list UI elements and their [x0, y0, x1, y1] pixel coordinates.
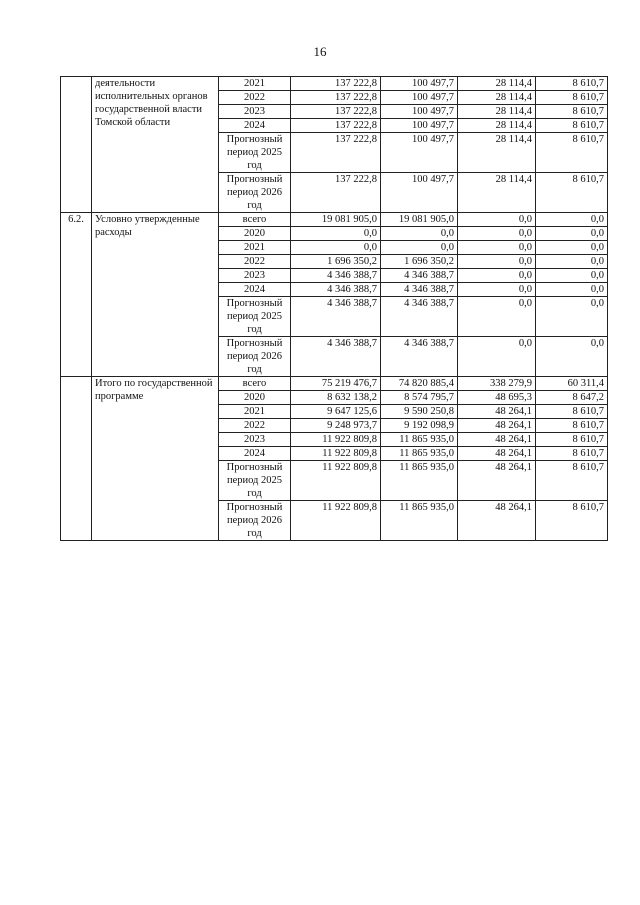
total-cell: 4 346 388,7 [291, 283, 381, 297]
other-cell: 8 610,7 [536, 119, 608, 133]
total-cell: 11 922 809,8 [291, 501, 381, 541]
other-cell: 8 647,2 [536, 391, 608, 405]
period-cell: Прогнозный период 2025 год [219, 133, 291, 173]
total-cell: 137 222,8 [291, 119, 381, 133]
total-cell: 11 922 809,8 [291, 447, 381, 461]
federal-cell: 28 114,4 [458, 77, 536, 91]
period-cell: Прогнозный период 2026 год [219, 173, 291, 213]
regional-cell: 100 497,7 [381, 133, 458, 173]
period-cell: Прогнозный период 2026 год [219, 337, 291, 377]
federal-cell: 48 264,1 [458, 419, 536, 433]
other-cell: 8 610,7 [536, 405, 608, 419]
period-cell: 2023 [219, 105, 291, 119]
federal-cell: 48 264,1 [458, 501, 536, 541]
regional-cell: 100 497,7 [381, 105, 458, 119]
table-row [61, 213, 608, 227]
federal-cell: 0,0 [458, 227, 536, 241]
total-cell: 11 922 809,8 [291, 461, 381, 501]
federal-cell: 0,0 [458, 255, 536, 269]
federal-cell: 28 114,4 [458, 119, 536, 133]
period-cell: 2020 [219, 391, 291, 405]
total-cell: 9 248 973,7 [291, 419, 381, 433]
federal-cell: 0,0 [458, 297, 536, 337]
federal-cell: 28 114,4 [458, 91, 536, 105]
period-cell: 2022 [219, 91, 291, 105]
other-cell: 0,0 [536, 255, 608, 269]
total-cell: 137 222,8 [291, 91, 381, 105]
regional-cell: 4 346 388,7 [381, 283, 458, 297]
total-cell: 75 219 476,7 [291, 377, 381, 391]
total-cell: 19 081 905,0 [291, 213, 381, 227]
other-cell: 8 610,7 [536, 77, 608, 91]
total-cell: 137 222,8 [291, 77, 381, 91]
other-cell: 0,0 [536, 283, 608, 297]
federal-cell: 48 264,1 [458, 461, 536, 501]
federal-cell: 28 114,4 [458, 173, 536, 213]
total-cell: 0,0 [291, 241, 381, 255]
other-cell: 8 610,7 [536, 419, 608, 433]
section-name: Условно утвержденные расходы [92, 213, 219, 377]
regional-cell: 9 590 250,8 [381, 405, 458, 419]
period-cell: Прогнозный период 2025 год [219, 297, 291, 337]
regional-cell: 0,0 [381, 227, 458, 241]
total-cell: 137 222,8 [291, 173, 381, 213]
period-cell: 2022 [219, 255, 291, 269]
other-cell: 8 610,7 [536, 133, 608, 173]
federal-cell: 338 279,9 [458, 377, 536, 391]
federal-cell: 48 695,3 [458, 391, 536, 405]
total-cell: 137 222,8 [291, 133, 381, 173]
total-cell: 1 696 350,2 [291, 255, 381, 269]
period-cell: 2021 [219, 77, 291, 91]
federal-cell: 0,0 [458, 241, 536, 255]
other-cell: 0,0 [536, 241, 608, 255]
period-cell: 2023 [219, 269, 291, 283]
section-name: Итого по государственной программе [92, 377, 219, 541]
total-cell: 11 922 809,8 [291, 433, 381, 447]
other-cell: 8 610,7 [536, 173, 608, 213]
regional-cell: 8 574 795,7 [381, 391, 458, 405]
regional-cell: 74 820 885,4 [381, 377, 458, 391]
section-index [61, 77, 92, 213]
other-cell: 0,0 [536, 269, 608, 283]
total-cell: 0,0 [291, 227, 381, 241]
other-cell: 0,0 [536, 337, 608, 377]
period-cell: всего [219, 213, 291, 227]
period-cell: всего [219, 377, 291, 391]
regional-cell: 100 497,7 [381, 119, 458, 133]
other-cell: 0,0 [536, 297, 608, 337]
period-cell: 2023 [219, 433, 291, 447]
section-index [61, 377, 92, 541]
other-cell: 8 610,7 [536, 461, 608, 501]
regional-cell: 100 497,7 [381, 77, 458, 91]
regional-cell: 11 865 935,0 [381, 461, 458, 501]
period-cell: 2024 [219, 447, 291, 461]
federal-cell: 28 114,4 [458, 105, 536, 119]
federal-cell: 48 264,1 [458, 447, 536, 461]
period-cell: Прогнозный период 2025 год [219, 461, 291, 501]
section-index: 6.2. [61, 213, 92, 377]
other-cell: 0,0 [536, 213, 608, 227]
regional-cell: 9 192 098,9 [381, 419, 458, 433]
page-number: 16 [313, 44, 327, 59]
total-cell: 9 647 125,6 [291, 405, 381, 419]
federal-cell: 48 264,1 [458, 433, 536, 447]
federal-cell: 0,0 [458, 283, 536, 297]
federal-cell: 0,0 [458, 213, 536, 227]
regional-cell: 11 865 935,0 [381, 433, 458, 447]
period-cell: 2024 [219, 283, 291, 297]
total-cell: 4 346 388,7 [291, 269, 381, 283]
regional-cell: 11 865 935,0 [381, 501, 458, 541]
federal-cell: 48 264,1 [458, 405, 536, 419]
total-cell: 4 346 388,7 [291, 297, 381, 337]
regional-cell: 0,0 [381, 241, 458, 255]
period-cell: Прогнозный период 2026 год [219, 501, 291, 541]
federal-cell: 0,0 [458, 269, 536, 283]
period-cell: 2024 [219, 119, 291, 133]
period-cell: 2021 [219, 405, 291, 419]
regional-cell: 4 346 388,7 [381, 337, 458, 377]
regional-cell: 100 497,7 [381, 173, 458, 213]
budget-table [60, 76, 608, 541]
regional-cell: 4 346 388,7 [381, 297, 458, 337]
other-cell: 60 311,4 [536, 377, 608, 391]
period-cell: 2020 [219, 227, 291, 241]
other-cell: 0,0 [536, 227, 608, 241]
other-cell: 8 610,7 [536, 91, 608, 105]
regional-cell: 11 865 935,0 [381, 447, 458, 461]
federal-cell: 0,0 [458, 337, 536, 377]
other-cell: 8 610,7 [536, 501, 608, 541]
period-cell: 2022 [219, 419, 291, 433]
regional-cell: 19 081 905,0 [381, 213, 458, 227]
table-row [61, 77, 608, 91]
other-cell: 8 610,7 [536, 105, 608, 119]
total-cell: 137 222,8 [291, 105, 381, 119]
other-cell: 8 610,7 [536, 433, 608, 447]
total-cell: 8 632 138,2 [291, 391, 381, 405]
federal-cell: 28 114,4 [458, 133, 536, 173]
section-name: деятельности исполнительных органов государственной власти Томской области [92, 77, 219, 213]
period-cell: 2021 [219, 241, 291, 255]
total-cell: 4 346 388,7 [291, 337, 381, 377]
regional-cell: 1 696 350,2 [381, 255, 458, 269]
regional-cell: 100 497,7 [381, 91, 458, 105]
table-row [61, 377, 608, 391]
other-cell: 8 610,7 [536, 447, 608, 461]
regional-cell: 4 346 388,7 [381, 269, 458, 283]
